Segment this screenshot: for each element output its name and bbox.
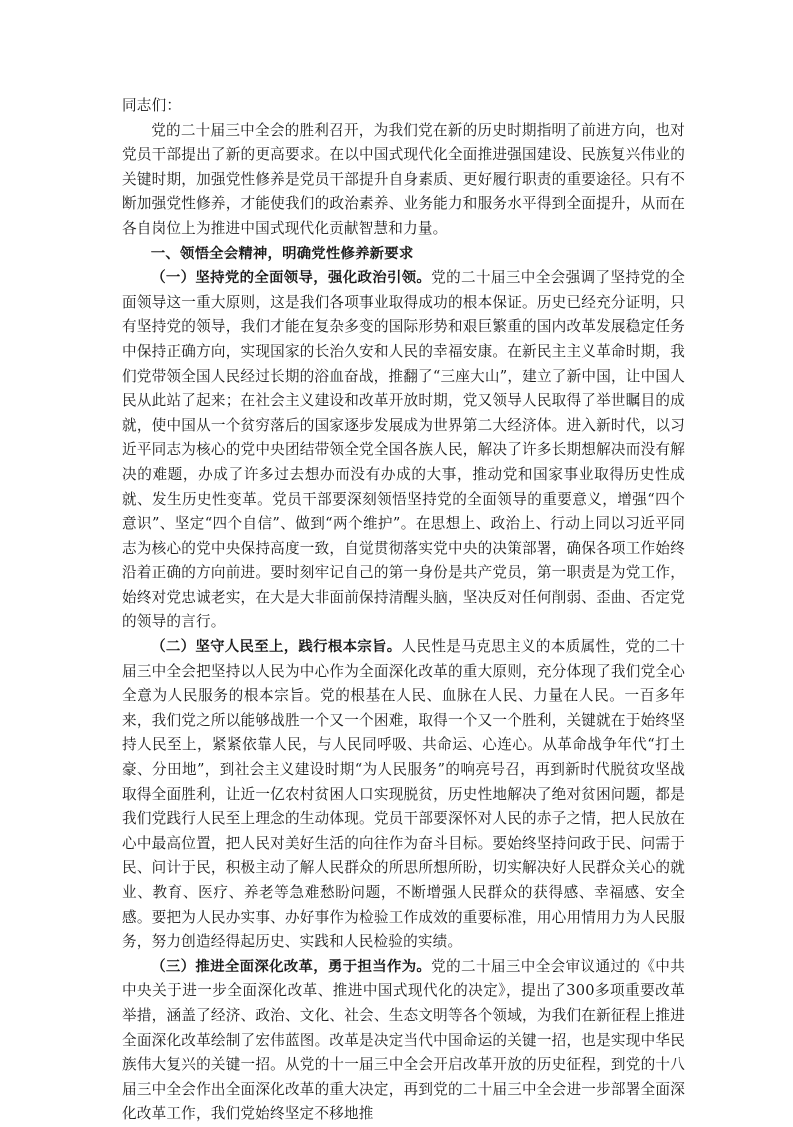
body-paragraph [122,955,685,1127]
paragraph-heading: （一）坚持党的全面领导，强化政治引领。 [151,270,432,287]
paragraph-text: 党的二十届三中全会审议通过的《中共中央关于进一步全面深化改革、推进中国式现代化的决定》，提出了300多项重要改革举措，涵盖了经济、政治、文化、社会、生态文明等各个领域，为我们在新征程上推进全面深化改革绘制了宏伟蓝图。改革是决定当代中国命运的关键一招，也是实现中华民族伟大复兴的关键一招。从党的十一届三中全会开启改革开放的历史征程，到党的十八届三中全会作出全面深化改革的重大决定，再到党的二十届三中全会进一步部署全面深化改革工作，我们党始终坚定不移地推 [122,957,685,1123]
paragraph-heading: （二）坚守人民至上，践行根本宗旨。 [151,639,402,656]
salutation: 同志们： [122,97,182,114]
body-paragraph [122,635,685,955]
paragraph-heading: （三）推进全面深化改革，勇于担当作为。 [151,958,432,975]
paragraph-text: 人民性是马克思主义的本质属性，党的二十届三中全会把坚持以人民为中心作为全面深化改革的重大原则，充分体现了我们党全心全意为人民服务的根本宗旨。党的根基在人民、血脉在人民、力量在人民。一百多年来，我们党之所以能够战胜一个又一个困难，取得一个又一个胜利，关键就在于始终坚持人民至上，紧紧依靠人民，与人民同呼吸、共命运、心连心。从革命战争年代“打土豪、分田地”，到社会主义建设时期“为人民服务”的响亮号召，再到新时代脱贫攻坚战取得全面胜利，让近一亿农村贫困人口实现脱贫，历史性地解决了绝对贫困问题，都是我们党践行人民至上理念的生动体现。党员干部要深怀对人民的赤子之情，把人民放在心中最高位置，把人民对美好生活的向往作为奋斗目标。要始终坚持问政于民、问需于民、问计于民，积极主动了解人民群众的所思所想所盼，切实解决好人民群众关心的就业、教育、医疗、养老等急难愁盼问题，不断增强人民群众的获得感、幸福感、安全感。要把为人民办实事、办好事作为检验工作成效的重要标准，用心用情用力为人民服务，努力创造经得起历史、实践和人民检验的实绩。 [122,638,685,951]
paragraph-text: 党的二十届三中全会强调了坚持党的全面领导这一重大原则，这是我们各项事业取得成功的根本保证。历史已经充分证明，只有坚持党的领导，我们才能在复杂多变的国际形势和艰巨繁重的国内改革发展稳定任务中保持正确方向，实现国家的长治久安和人民的幸福安康。在新民主主义革命时期，我们党带领全国人民经过长期的浴血奋战，推翻了“三座大山”，建立了新中国，让中国人民从此站了起来；在社会主义建设和改革开放时期，党又领导人民取得了举世瞩目的成就，使中国从一个贫穷落后的国家逐步发展成为世界第二大经济体。进入新时代，以习近平同志为核心的党中央团结带领全党全国各族人民，解决了许多长期想解决而没有解决的难题，办成了许多过去想办而没有办成的大事，推动党和国家事业取得历史性成就、发生历史性变革。党员干部要深刻领悟坚持党的全面领导的重要意义，增强“四个意识”、坚定“四个自信”、做到“两个维护”。在思想上、政治上、行动上同以习近平同志为核心的党中央保持高度一致，自觉贯彻落实党中央的决策部署，确保各项工作始终沿着正确的方向前进。要时刻牢记自己的第一身份是共产党员，第一职责是为党工作，始终对党忠诚老实，在大是大非面前保持清醒头脑，坚决反对任何削弱、歪曲、否定党的领导的言行。 [122,269,685,631]
intro-paragraph: 党的二十届三中全会的胜利召开，为我们党在新的历史时期指明了前进方向，也对党员干部提出了新的更高要求。在以中国式现代化全面推进强国建设、民族复兴伟业的关键时期，加强党性修养是党员干部提升自身素质、更好履行职责的重要途径。只有不断加强党性修养，才能使我们的政治素养、业务能力和服务水平得到全面提升，从而在各自岗位上为推进中国式现代化贡献智慧和力量。 [122,121,685,237]
body-paragraph [122,266,685,635]
section-heading: 一、领悟全会精神，明确党性修养新要求 [150,245,414,262]
document-page [122,94,685,1127]
